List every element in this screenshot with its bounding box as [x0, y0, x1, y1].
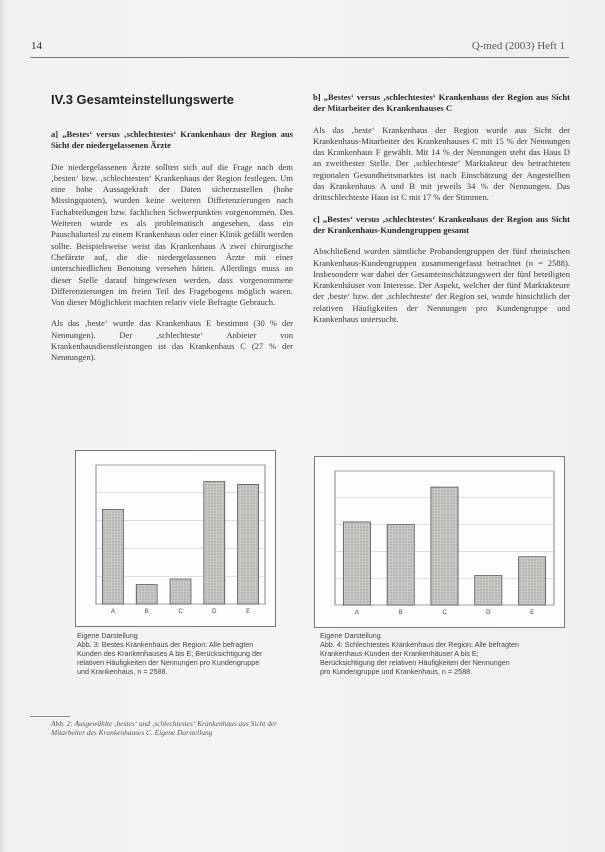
- x-tick-label: A: [110, 609, 115, 615]
- x-tick-label: B: [398, 610, 403, 616]
- page-number: 14: [31, 40, 42, 52]
- paragraph: Abschließend wurden sämtliche Probandengruppen der fünf rheinischen Krankenhaus-Kundengruppen zusammengefasst betrachtet (n = 2588). Insbesondere war dabei der Gesamteinschätzungswert der fünf beteiligten Krankenhäuser von Interesse. Der Aspekt, welcher der fünf Marktakteure der ‚beste‘ bzw. der ‚schlechteste‘ der Region sei, wurde hinsichtlich der relativen Häufigkeiten der Nennungen pro Kundengruppe und Krankenhaus untersucht.: [313, 246, 570, 325]
- caption-text: Abb. 3: Bestes Krankenhaus der Region: Alle befragten Kunden des Krankenhauses A bis E; Berücksichtigung der relativen Häufigkeiten der Nennungen pro Kundengruppe und Krankenhaus, n = 2588.: [77, 640, 263, 676]
- bar-B: [387, 525, 414, 605]
- bar-C: [170, 579, 191, 604]
- x-tick-label: D: [212, 609, 217, 615]
- x-tick-label: D: [486, 610, 491, 616]
- figure-worst-hospital: [314, 456, 565, 628]
- bar-A: [343, 522, 370, 605]
- caption-source: Eigene Darstellung: [77, 631, 138, 640]
- x-tick-label: C: [442, 610, 447, 616]
- bar-E: [238, 484, 259, 604]
- bar-C: [431, 487, 458, 605]
- left-column: [51, 92, 293, 374]
- x-tick-label: E: [530, 610, 535, 616]
- subheading-c: c] „Bestes‘ versus ‚schlechtestes‘ Krankenhaus der Region aus Sicht der Krankenhaus-Kundengruppen gesamt: [313, 213, 570, 235]
- x-tick-label: A: [354, 610, 359, 616]
- bar-E: [519, 557, 546, 605]
- running-header: Q-med (2003) Heft 1: [471, 40, 565, 52]
- x-tick-label: E: [246, 609, 251, 615]
- header-rule: [30, 57, 569, 58]
- right-column: [313, 92, 570, 335]
- bar-A: [102, 509, 123, 604]
- bar-B: [136, 585, 157, 604]
- bar-D: [204, 482, 225, 604]
- section-title: IV.3 Gesamteinstellungswerte: [51, 92, 235, 107]
- paragraph: Die niedergelassenen Ärzte sollten sich auf die Frage nach dem ‚besten‘ bzw. ‚schlechtesten‘ Krankenhaus der Region festlegen. Um eine hohe Aussagekraft der Daten sicherzustellen (hohe Missingquoten), wurden keine weiteren Differenzierungen nach Fachabteilungen bzw. fachlichen Schwerpunkten vorgenommen. Des Weiteren wurde es als problematisch angesehen, dass ein Pauschalurteil zu einem Krankenhaus oder einer Klinik gefällt werden sollte. Beispielsweise weist das Krankenhaus A zwei chirurgische Chefärzte auf, die die niedergelassenen Ärzte mit einer unterschiedlichen Benotung versehen hätten. Allerdings muss an dieser Stelle darauf hingewiesen werden, dass vorgenommene Differenzierungen im freien Teil des Fragebogens möglich waren. Von dieser Möglichkeit machten relativ viele Befragte Gebrauch.: [51, 161, 293, 308]
- caption-text: Abb. 4: Schlechtestes Krankenhaus der Region: Alle befragten Krankenhaus-Kunden der Krankenhäuser A bis E; Berücksichtigung der relativen Häufigkeiten der Nennungen pro Kundengruppe und Krankenhaus, n = 2588.: [320, 640, 519, 676]
- figure-best-hospital: [75, 450, 276, 627]
- bar-D: [475, 576, 502, 605]
- subheading-b: b] „Bestes‘ versus ‚schlechtestes‘ Krankenhaus der Region aus Sicht der Mitarbeiter des Krankenhauses C: [313, 92, 570, 114]
- figure-caption: [320, 631, 520, 676]
- x-tick-label: C: [178, 609, 183, 615]
- footnote: Abb. 2: Ausgewählte ‚bestes‘ und ‚schlechtestes‘ Krankenhaus aus Sicht der Mitarbeiter des Krankenhauses C. Eigene Darstellung: [51, 719, 278, 737]
- bar-chart: [315, 457, 564, 627]
- paragraph: Als das ‚beste‘ Krankenhaus der Region wurde aus Sicht der Krankenhaus-Mitarbeiter des Krankenhauses C mit 15 % der Nennungen das Krankenhaus F gewählt. Mit 14 % der Nennungen steht das Haus D an zweitbester Stelle. Der ‚schlechteste‘ Marktakteur des betrachteten regionalen Gesundheitsmarktes ist nach Einschätzung der Angestellten das Krankenhaus A und B mit jeweils 34 % der Nennungen. Das drittschlechteste Haus ist C mit 17 % der Stimmen.: [313, 124, 570, 203]
- subheading-a: a] „Bestes‘ versus ‚schlechtestes‘ Krankenhaus der Region aus Sicht der niedergelassenen Ärzte: [51, 129, 293, 151]
- figure-caption: [77, 631, 272, 676]
- caption-source: Eigene Darstellung: [320, 631, 381, 640]
- x-tick-label: B: [144, 609, 149, 615]
- footnote-rule: [30, 716, 70, 717]
- bar-chart: [76, 451, 275, 626]
- paragraph: Als das ‚beste‘ wurde das Krankenhaus E bestimmt (30 % der Nennungen). Der ‚schlechteste‘ Anbieter von Krankenhausdienstleistungen ist das Krankenhaus C (27 % der Nennungen).: [51, 318, 293, 363]
